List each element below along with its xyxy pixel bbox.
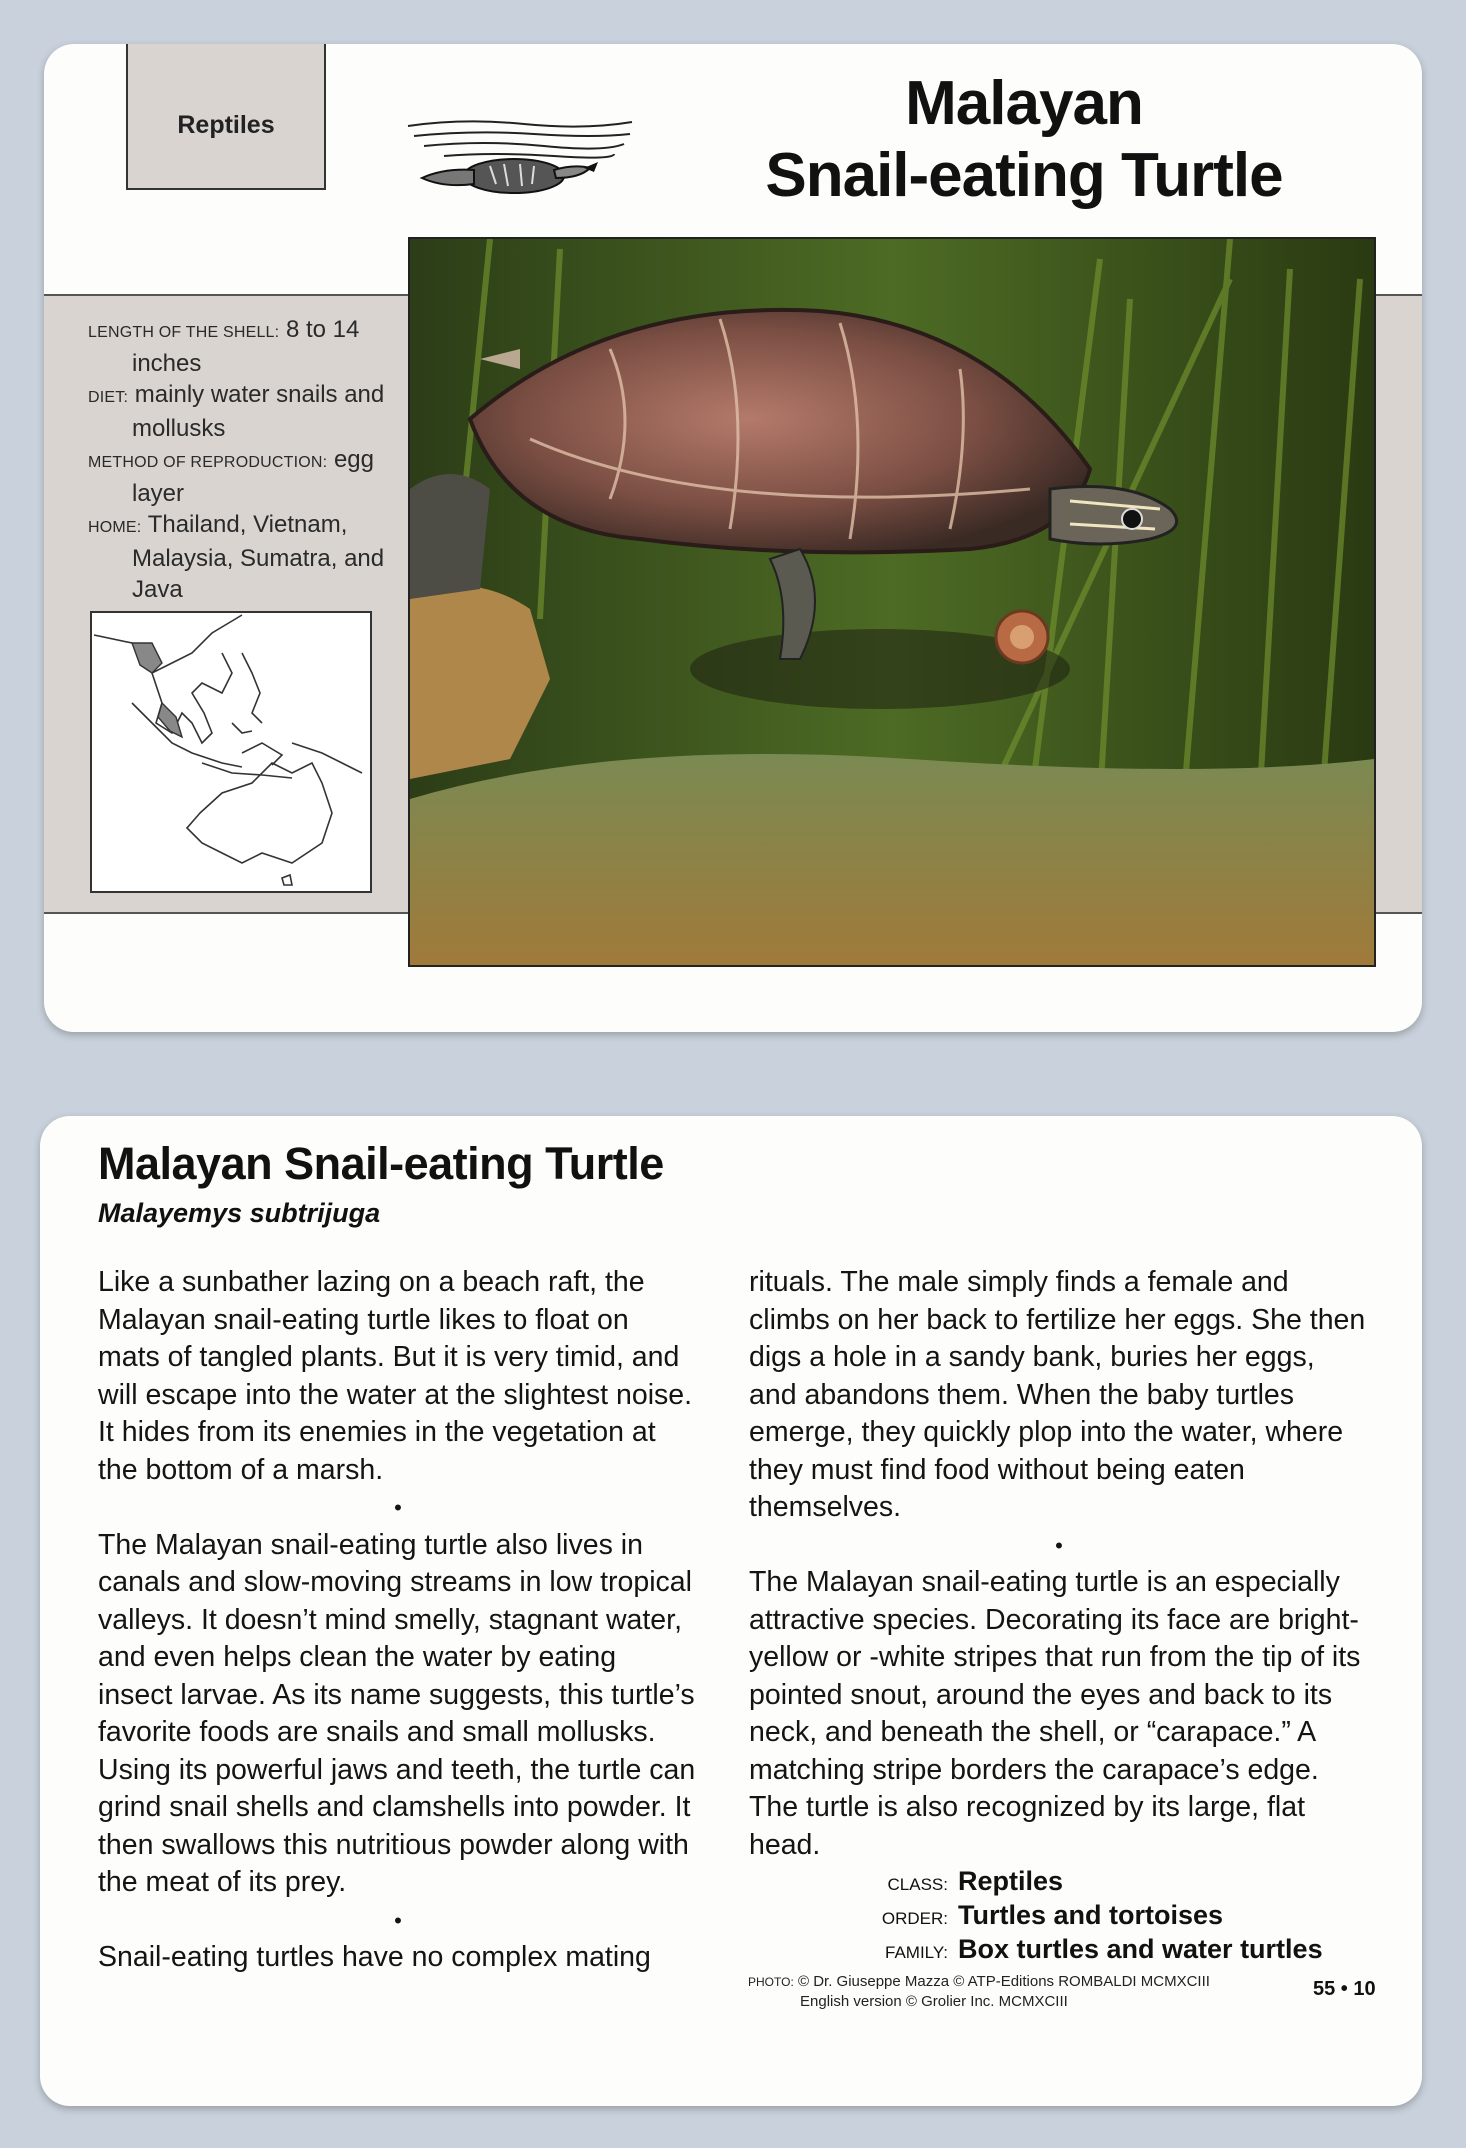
class-row: CLASS: Reptiles: [887, 1866, 1064, 1896]
fact-diet: DIET: mainly water snails and mollusks: [88, 381, 385, 442]
text-column-right: [749, 1264, 1369, 1864]
family-row: FAMILY: Box turtles and water turtles: [885, 1934, 1323, 1964]
bullet-separator: •: [1055, 1532, 1063, 1558]
paragraph: The Malayan snail-eating turtle is an especially attractive species. Decorating its face are bright-yellow or -white stripes that run from the tip of its pointed snout, around the eyes and back to its neck, and beneath the shell, or “carapace.” A matching stripe borders the carapace’s edge. The turtle is also recognized by its large, flat head.: [749, 1566, 1361, 1861]
text-column-left: [98, 1264, 698, 1977]
bullet-separator: •: [394, 1495, 402, 1520]
bullet-separator: •: [394, 1907, 402, 1933]
card-back: [40, 1116, 1422, 2106]
category-box: [126, 44, 326, 190]
card-number: 55 • 10: [1313, 1978, 1376, 2000]
front-title-line1: Malayan: [905, 69, 1143, 138]
paragraph: Snail-eating turtles have no complex mating: [98, 1941, 651, 1973]
fact-home: HOME: Thailand, Vietnam, Malaysia, Sumatra, and Java: [88, 511, 385, 603]
photo-credits: PHOTO: © Dr. Giuseppe Mazza © ATP-Editions ROMBALDI MCMXCIII English version © Grolier Inc. MCMXCIII: [748, 1973, 1210, 2010]
paragraph: rituals. The male simply finds a female and climbs on her back to fertilize her eggs. She then digs a hole in a sandy bank, buries her eggs, and abandons them. When the baby turtles emerge, they quickly plop into the water, where they must find food without being eaten themselves.: [749, 1266, 1366, 1523]
fact-list: [88, 314, 408, 605]
category-label: Reptiles: [177, 110, 275, 139]
turtle-swimming-sketch-icon: [404, 104, 636, 204]
turtle-photo: [408, 237, 1376, 967]
front-title: [684, 68, 1364, 212]
card-front: [44, 44, 1422, 1032]
classification: [872, 1866, 1323, 1968]
fact-reproduction: METHOD OF REPRODUCTION: egg layer: [88, 446, 374, 507]
back-title: Malayan Snail-eating Turtle: [98, 1138, 664, 1189]
front-title-line2: Snail-eating Turtle: [765, 141, 1283, 210]
paragraph: The Malayan snail-eating turtle also lives in canals and slow-moving streams in low tropical valleys. It doesn’t mind smelly, stagnant water, and even helps clean the water by eating insect larvae. As its name suggests, this turtle’s favorite foods are snails and small mollusks. Using its powerful jaws and teeth, the turtle can grind snail shells and clamshells into powder. It then swallows this nutritious powder along with the meat of its prey.: [98, 1528, 696, 1898]
fact-length: LENGTH OF THE SHELL: 8 to 14 inches: [88, 316, 360, 377]
order-row: ORDER: Turtles and tortoises: [881, 1900, 1224, 1930]
range-map-icon: [92, 613, 370, 891]
range-map: [90, 611, 372, 893]
turtle-photo-illustration: [410, 239, 1374, 965]
scientific-name: Malayemys subtrijuga: [98, 1198, 381, 1228]
paragraph: Like a sunbather lazing on a beach raft, the Malayan snail-eating turtle likes to float on mats of tangled plants. But it is very timid, and will escape into the water at the slightest noise. It hides from its enemies in the vegetation at the bottom of a marsh.: [98, 1266, 693, 1486]
